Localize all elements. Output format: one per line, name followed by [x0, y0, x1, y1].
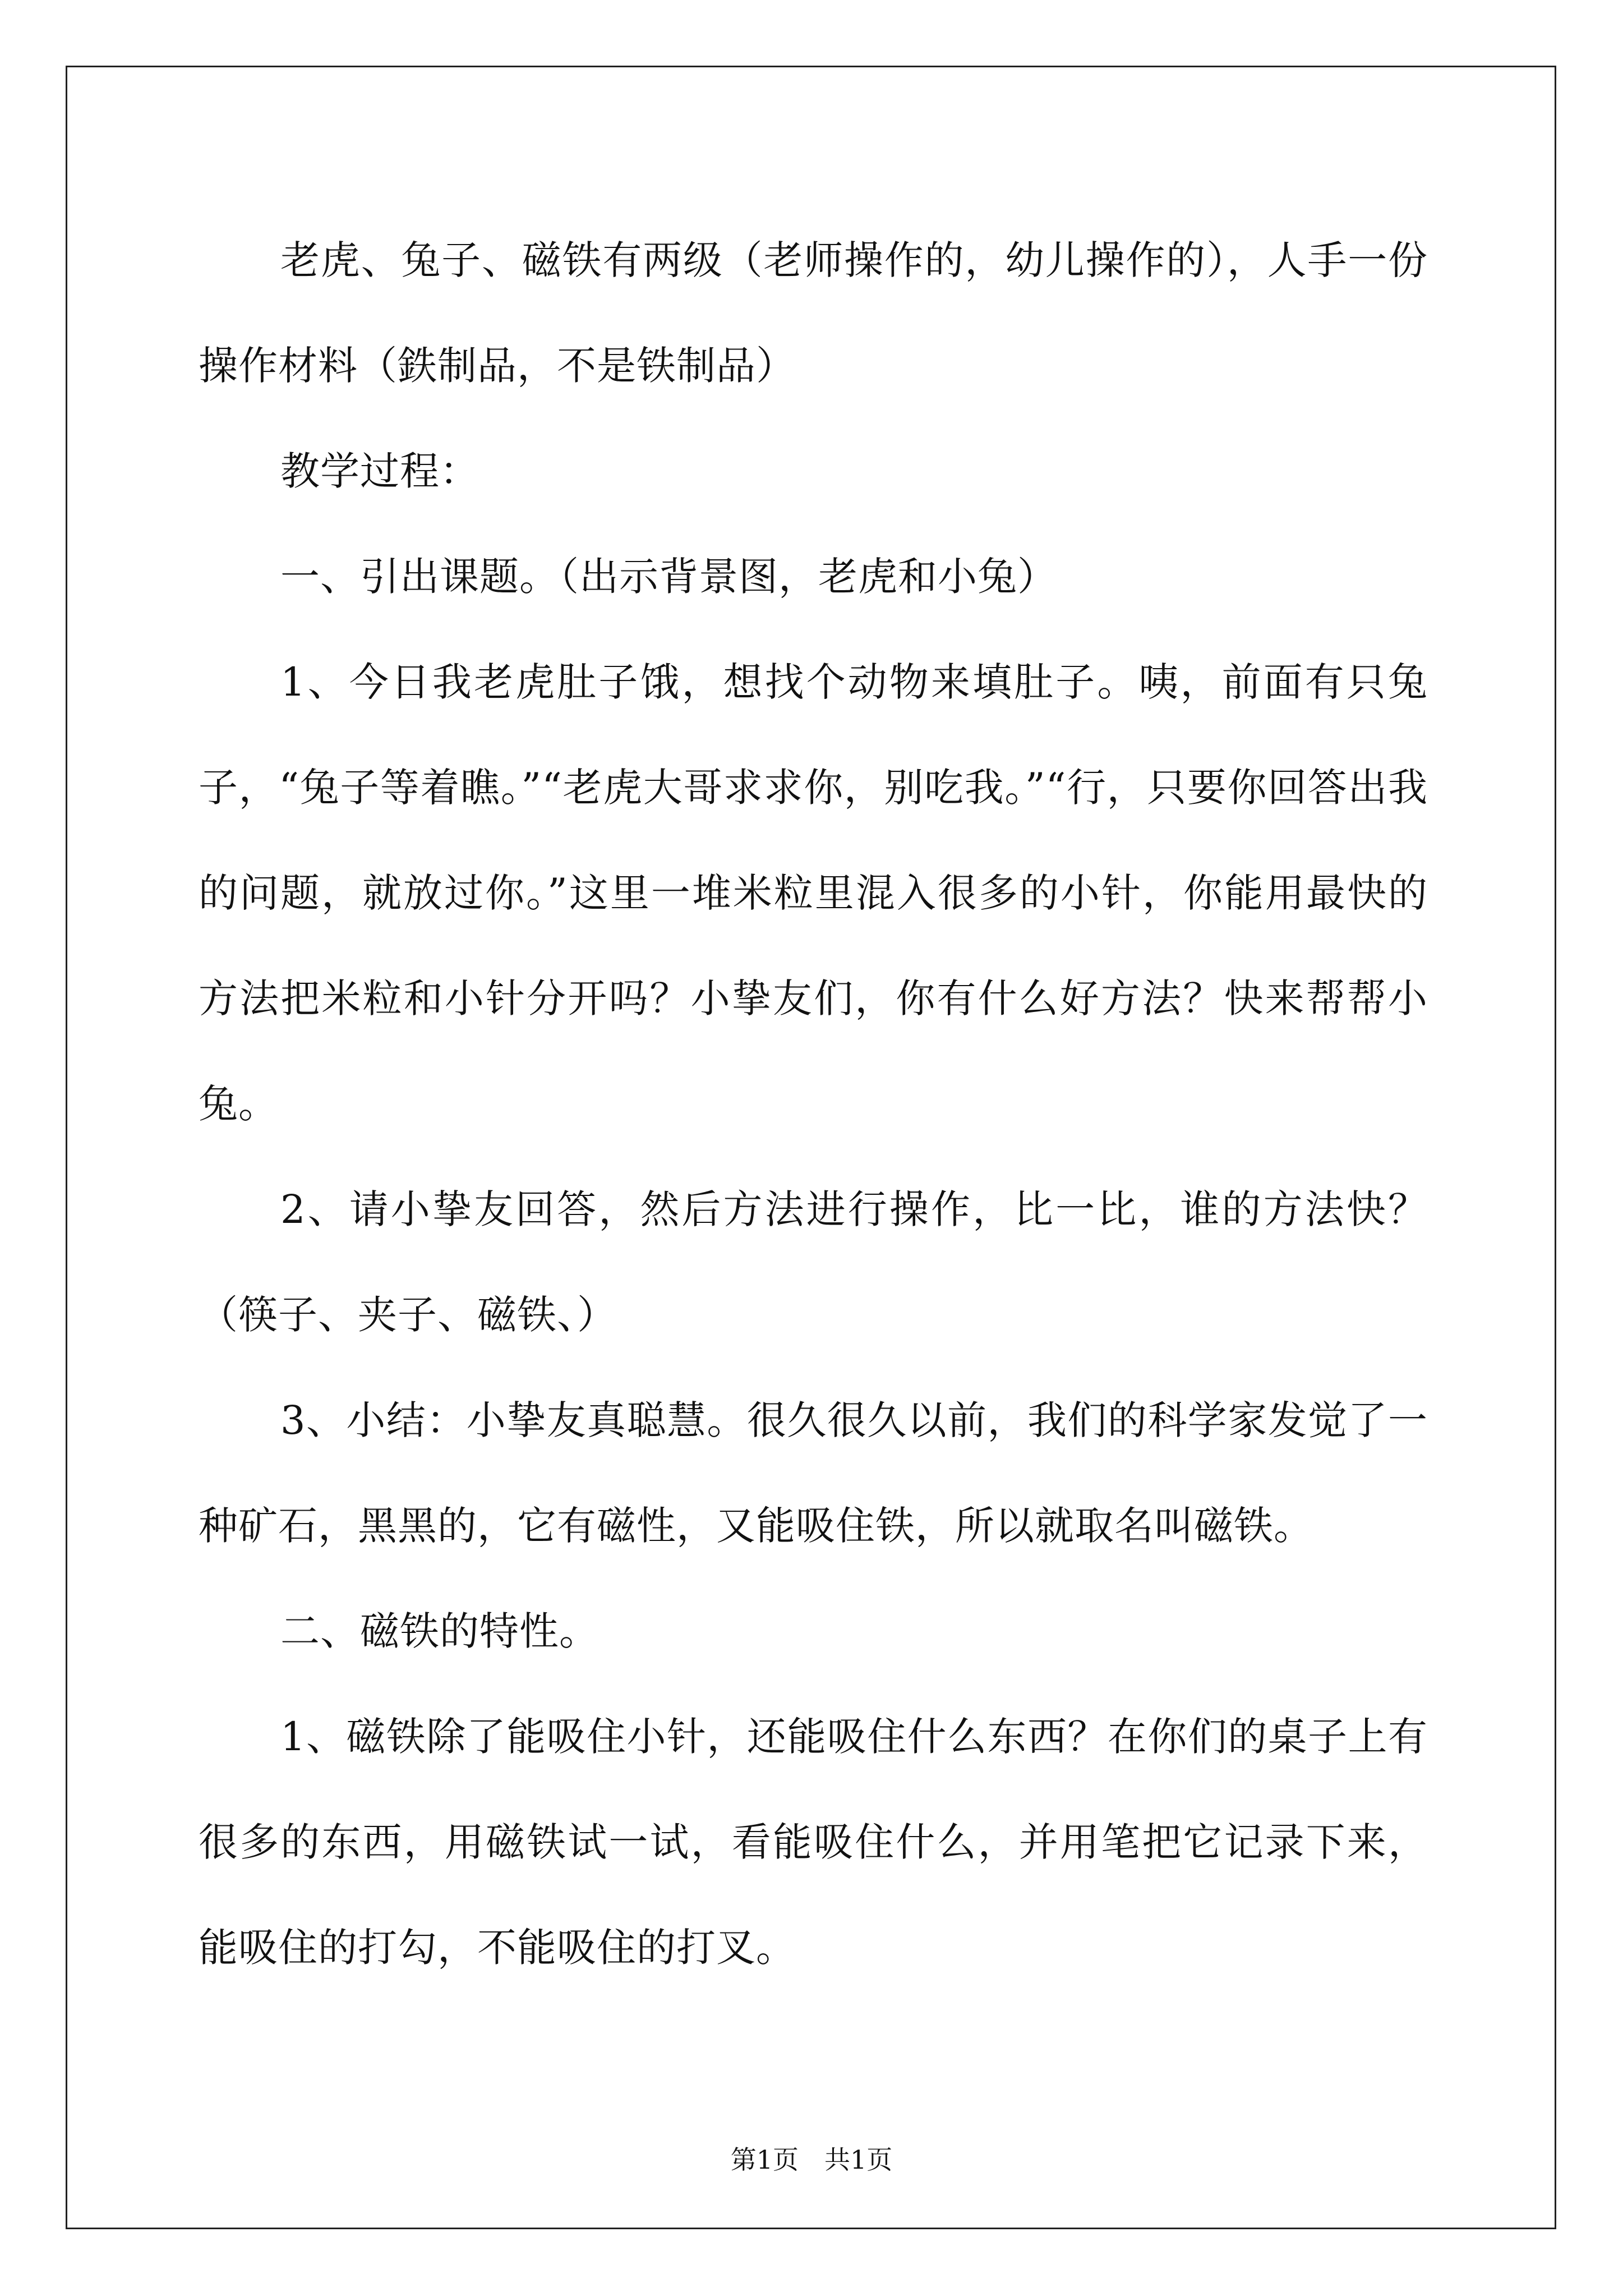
paragraph-process-heading: 教学过程： [280, 448, 479, 494]
paragraph-step-2: 2、请小挚友回答，然后方法进行操作，比一比，谁的方法快？（筷子、夹子、磁铁、） [199, 1186, 1428, 1338]
paragraph-step-3: 3、小结：小挚友真聪慧。很久很久以前，我们的科学家发觉了一种矿石，黑黑的，它有磁性，又能吸住铁，所以就取名叫磁铁。 [199, 1397, 1428, 1549]
page-footer: 第1页 共1页 [730, 2145, 893, 2175]
paragraph-step-1: 1、今日我老虎肚子饿，想找个动物来填肚子。咦，前面有只兔子，“兔子等着瞧。”“老虎大哥求求你，别吃我。”“行，只要你回答出我的问题，就放过你。”这里一堆米粒里混入很多的小针，你能用最快的方法把米粒和小针分开吗？小挚友们，你有什么好方法？快来帮帮小兔。 [199, 659, 1428, 1127]
paragraph-magnet-test: 1、磁铁除了能吸住小针，还能吸住什么东西？在你们的桌子上有很多的东西，用磁铁试一试，看能吸住什么，并用笔把它记录下来，能吸住的打勾，不能吸住的打叉。 [199, 1714, 1428, 1971]
document-body [199, 208, 1428, 2000]
paragraph-section-two: 二、磁铁的特性。 [280, 1608, 599, 1654]
paragraph-section-one: 一、引出课题。（出示背景图，老虎和小兔） [280, 554, 1057, 600]
paragraph-materials: 老虎、兔子、磁铁有两级（老师操作的，幼儿操作的），人手一份操作材料（鉄制品，不是铁制品） [199, 237, 1428, 389]
